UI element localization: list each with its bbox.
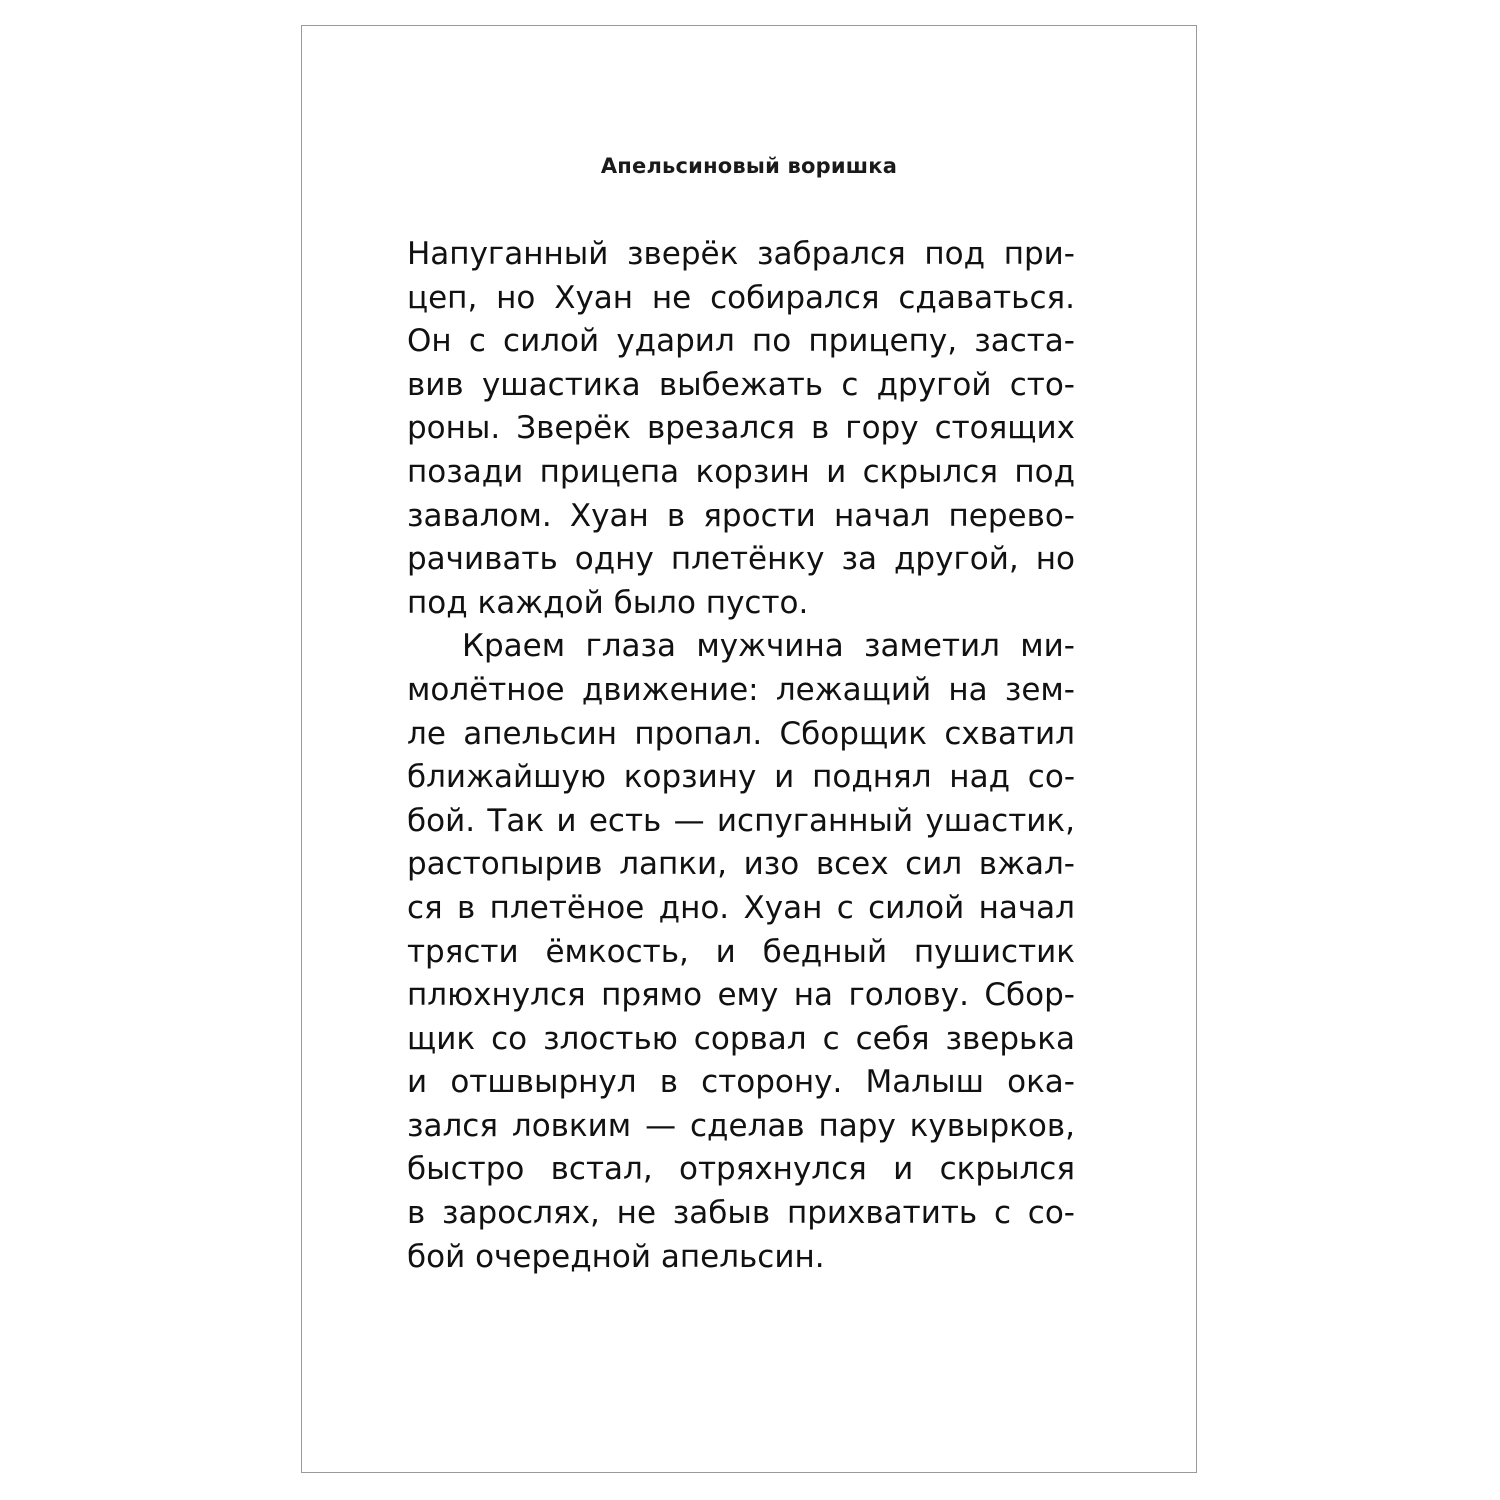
running-head: Апельсиновый воришка bbox=[600, 154, 898, 178]
book-page bbox=[301, 25, 1197, 1473]
text-line: ся в плетёное дно. Хуан с силой начал bbox=[407, 889, 1075, 926]
text-line: Напуганный зверёк забрался под при- bbox=[407, 236, 1075, 272]
text-line: растопырив лапки, изо всех сил вжал- bbox=[407, 846, 1075, 883]
text-line: цеп, но Хуан не собирался сдаваться. bbox=[407, 279, 1075, 316]
text-line: и отшвырнул в сторону. Малыш ока- bbox=[407, 1064, 1075, 1101]
text-line: зался ловким — сделав пару кувырков, bbox=[407, 1107, 1075, 1144]
text-line: ближайшую корзину и поднял над со- bbox=[407, 759, 1075, 796]
text-line: ле апельсин пропал. Сборщик схватил bbox=[407, 715, 1075, 752]
text-line: рачивать одну плетёнку за другой, но bbox=[407, 541, 1075, 578]
text-line: быстро встал, отряхнулся и скрылся bbox=[407, 1151, 1075, 1188]
text-line: в зарослях, не забыв прихватить с со- bbox=[407, 1195, 1075, 1232]
text-line: роны. Зверёк врезался в гору стоящих bbox=[407, 410, 1075, 447]
text-line: Он с силой ударил по прицепу, заста- bbox=[407, 323, 1075, 360]
text-line: позади прицепа корзин и скрылся под bbox=[407, 453, 1075, 490]
text-line: молётное движение: лежащий на зем- bbox=[407, 671, 1075, 708]
body-text bbox=[407, 233, 1075, 1279]
text-line: завалом. Хуан в ярости начал перево- bbox=[407, 497, 1075, 534]
text-line: бой очередной апельсин. bbox=[407, 1238, 825, 1275]
text-line: трясти ёмкость, и бедный пушистик bbox=[407, 933, 1075, 970]
text-line: плюхнулся прямо ему на голову. Сбор- bbox=[407, 977, 1075, 1014]
text-line: щик со злостью сорвал с себя зверька bbox=[407, 1020, 1075, 1057]
text-line: вив ушастика выбежать с другой сто- bbox=[407, 366, 1075, 403]
text-line: бой. Так и есть — испуганный ушастик, bbox=[407, 802, 1075, 839]
text-line: Краем глаза мужчина заметил ми- bbox=[462, 628, 1075, 665]
text-line: под каждой было пусто. bbox=[407, 584, 809, 621]
